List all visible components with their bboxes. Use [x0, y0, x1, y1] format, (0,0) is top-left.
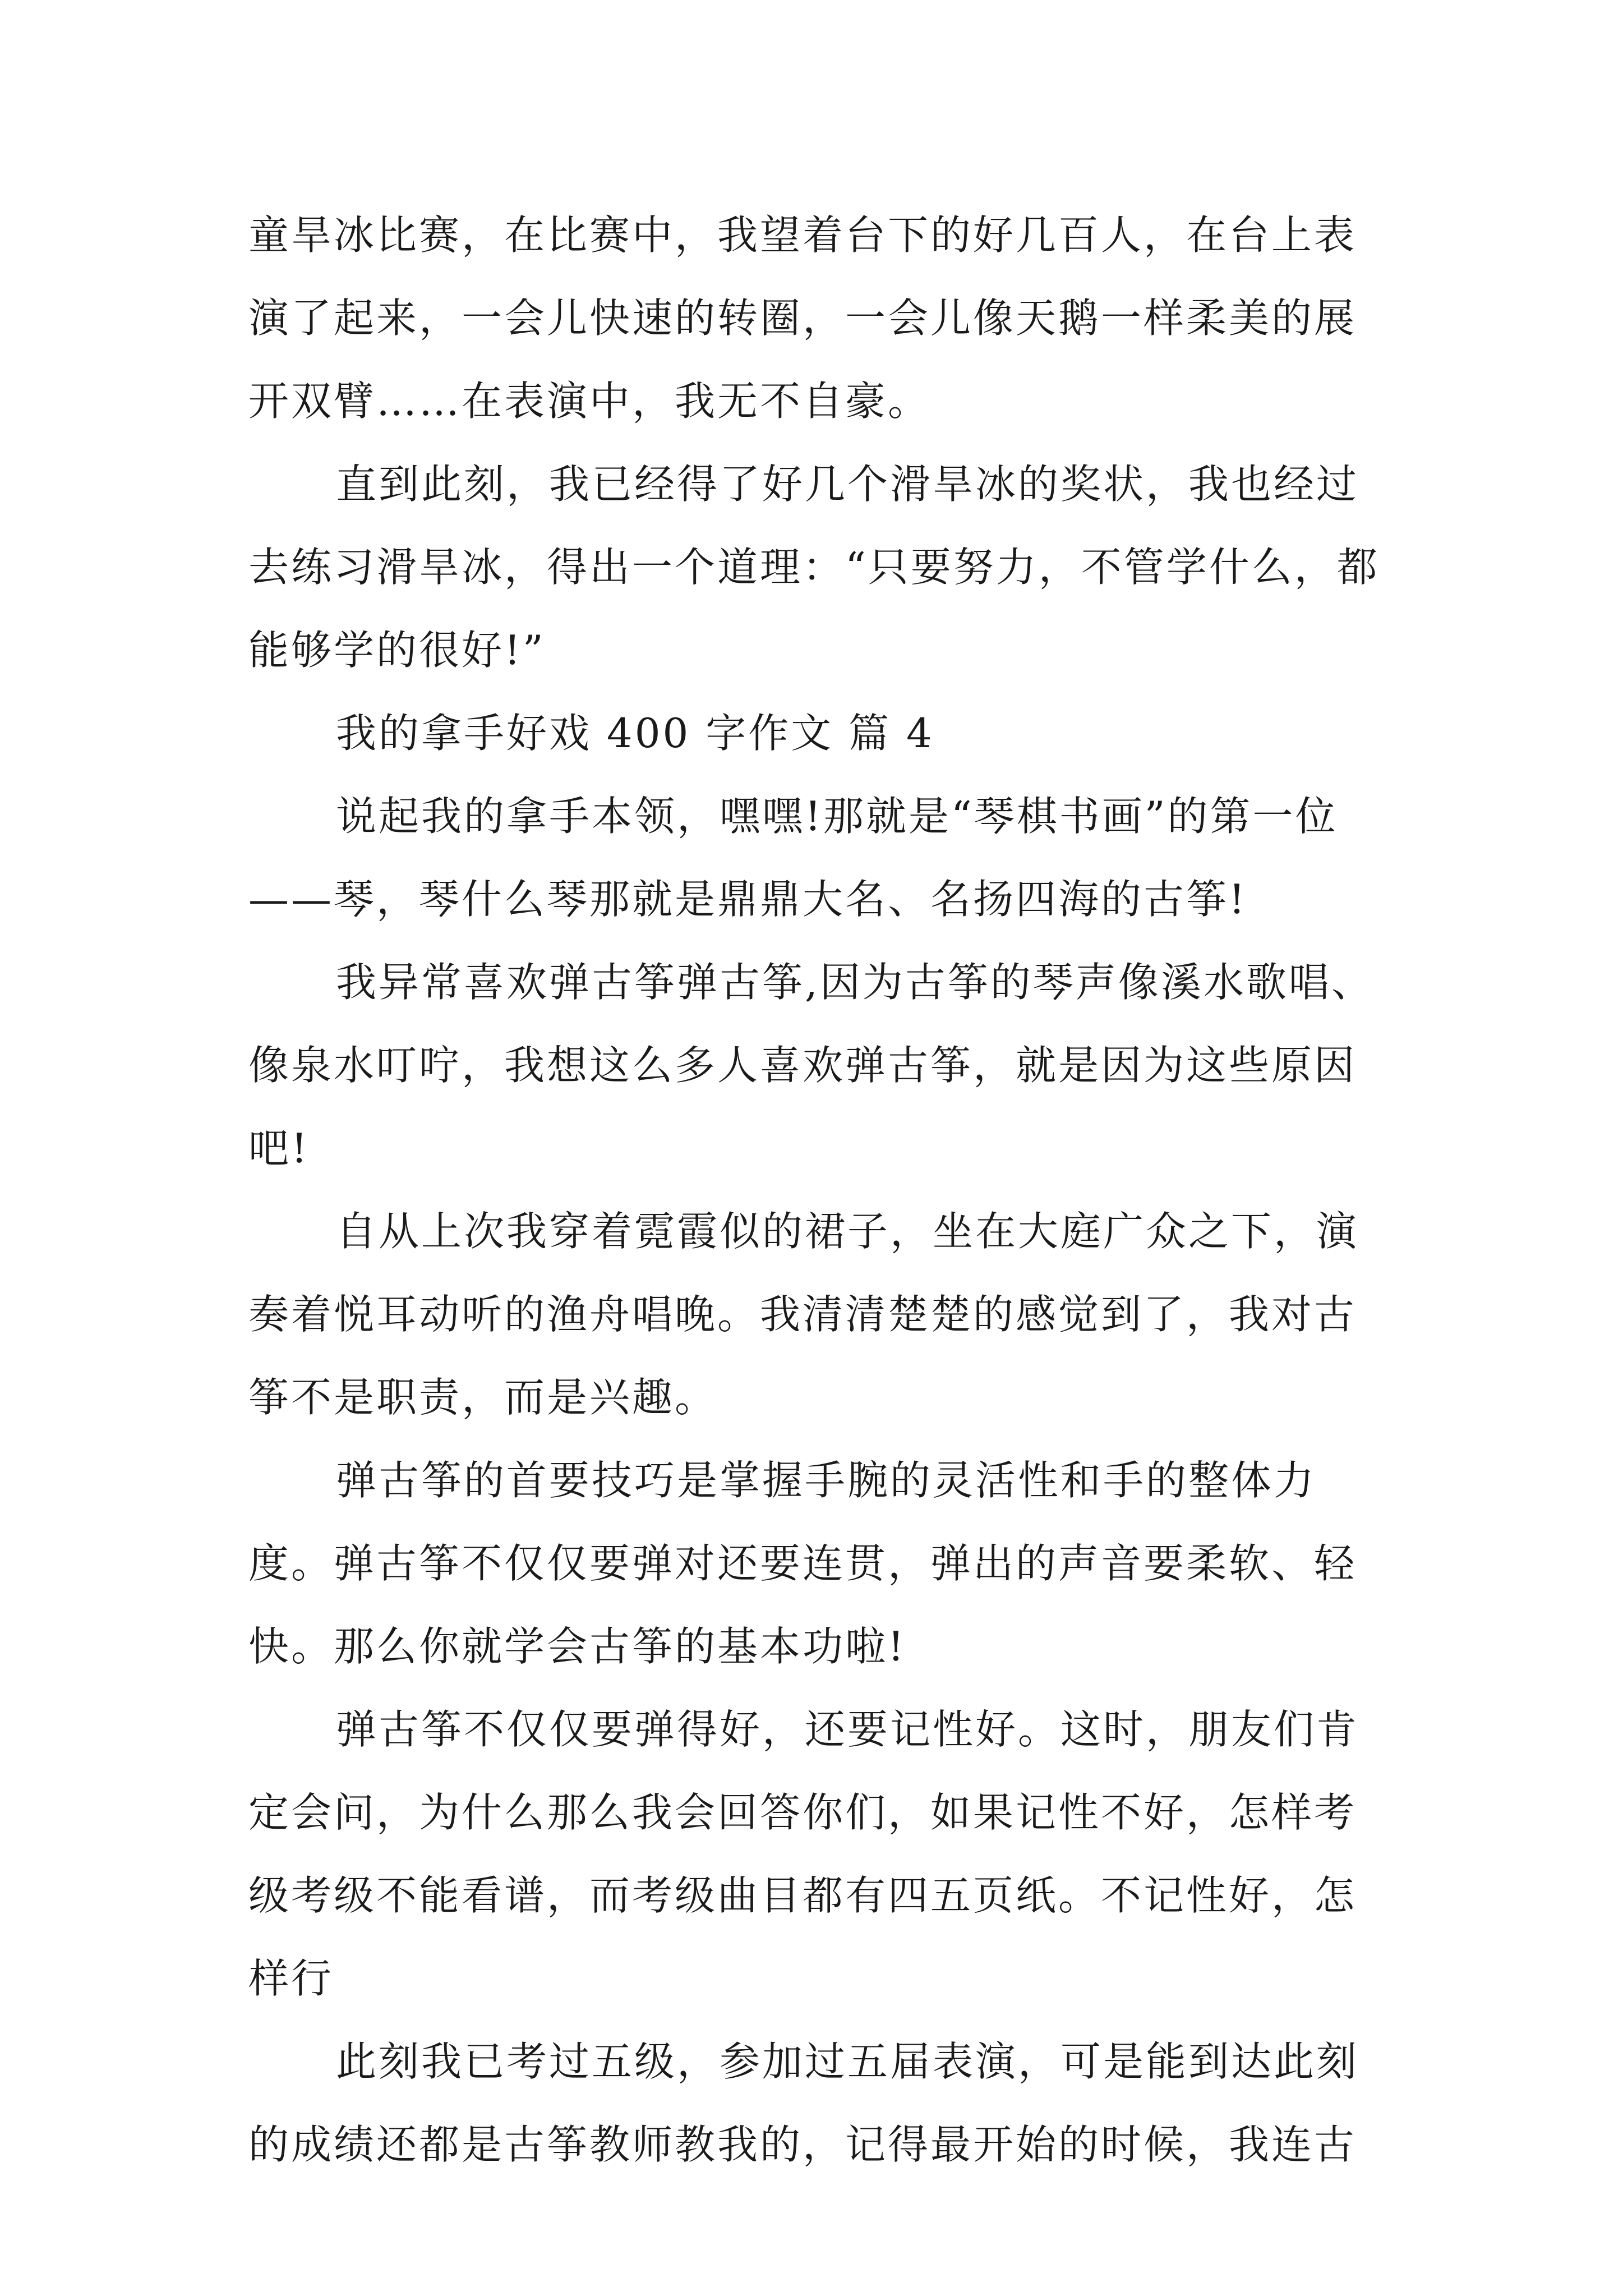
paragraph: 弹古筝不仅仅要弹得好，还要记性好。这时，朋友们肯定会问，为什么那么我会回答你们，如果记性不好，怎样考级考级不能看谱，而考级曲目都有四五页纸。不记性好，怎样行 — [248, 1706, 1359, 2002]
paragraph: 直到此刻，我已经得了好几个滑旱冰的奖状，我也经过去练习滑旱冰，得出一个道理：“只要努力，不管学什么，都能够学的很好!” — [248, 461, 1380, 674]
paragraph: 自从上次我穿着霓霞似的裙子，坐在大庭广众之下，演奏着悦耳动听的渔舟唱晚。我清清楚楚的感觉到了，我对古筝不是职责，而是兴趣。 — [248, 1208, 1359, 1421]
section-heading: 我的拿手好戏 400 字作文 篇 4 — [336, 710, 934, 757]
paragraph: 此刻我已考过五级，参加过五届表演，可是能到达此刻的成绩还都是古筝教师教我的，记得最开始的时候，我连古 — [248, 2038, 1359, 2168]
document-body — [248, 194, 1387, 2186]
paragraph: 说起我的拿手本领，嘿嘿!那就是“琴棋书画”的第一位——琴，琴什么琴那就是鼎鼎大名、名扬四海的古筝! — [248, 793, 1338, 923]
paragraph: 我异常喜欢弹古筝弹古筝,因为古筝的琴声像溪水歌唱、像泉水叮咛，我想这么多人喜欢弹古筝，就是因为这些原因吧! — [248, 959, 1374, 1172]
paragraph: 弹古筝的首要技巧是掌握手腕的灵活性和手的整体力度。弹古筝不仅仅要弹对还要连贯，弹出的声音要柔软、轻快。那么你就学会古筝的基本功啦! — [248, 1457, 1357, 1670]
paragraph: 童旱冰比赛，在比赛中，我望着台下的好几百人，在台上表演了起来，一会儿快速的转圈，一会儿像天鹅一样柔美的展开双臂……在表演中，我无不自豪。 — [248, 211, 1357, 425]
